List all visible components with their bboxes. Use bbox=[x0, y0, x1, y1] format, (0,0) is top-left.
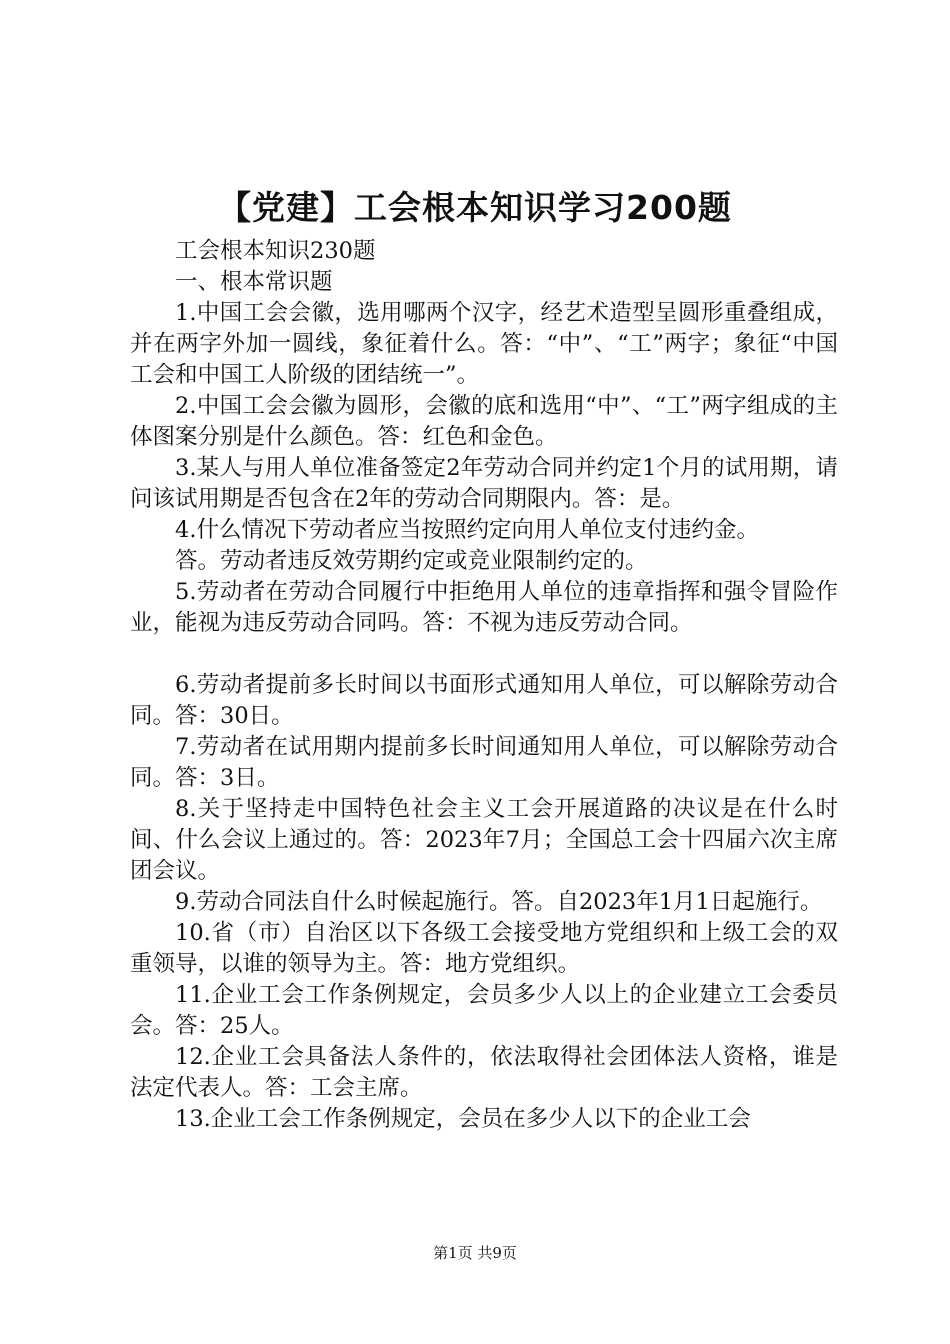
question-paragraph: 10.省（市）自治区以下各级工会接受地方党组织和上级工会的双重领导，以谁的领导为主。答：地方党组织。 bbox=[130, 920, 838, 977]
question-paragraph: 7.劳动者在试用期内提前多长时间通知用人单位，可以解除劳动合同。答：3日。 bbox=[130, 734, 838, 791]
question-paragraph: 8.关于坚持走中国特色社会主义工会开展道路的决议是在什么时间、什么会议上通过的。答：2023年7月；全国总工会十四届六次主席团会议。 bbox=[130, 796, 838, 884]
answer-paragraph: 答。劳动者违反效劳期约定或竞业限制约定的。 bbox=[175, 548, 648, 574]
section-heading: 一、根本常识题 bbox=[175, 269, 333, 295]
question-paragraph: 12.企业工会具备法人条件的，依法取得社会团体法人资格，谁是法定代表人。答：工会主席。 bbox=[130, 1044, 838, 1101]
question-paragraph: 2.中国工会会徽为圆形，会徽的底和选用“中”、“工”两字组成的主体图案分别是什么颜色。答：红色和金色。 bbox=[130, 393, 838, 450]
question-paragraph: 11.企业工会工作条例规定，会员多少人以上的企业建立工会委员会。答：25人。 bbox=[130, 982, 838, 1039]
question-paragraph: 5.劳动者在劳动合同履行中拒绝用人单位的违章指挥和强令冒险作业，能视为违反劳动合同吗。答：不视为违反劳动合同。 bbox=[130, 579, 838, 636]
document-body bbox=[130, 236, 838, 1135]
question-paragraph: 13.企业工会工作条例规定，会员在多少人以下的企业工会 bbox=[175, 1106, 751, 1132]
page-footer: 第1页 共9页 bbox=[433, 1244, 517, 1262]
question-paragraph: 3.某人与用人单位准备签定2年劳动合同并约定1个月的试用期，请问该试用期是否包含在2年的劳动合同期限内。答：是。 bbox=[130, 455, 838, 512]
blank-line bbox=[130, 639, 838, 670]
question-paragraph: 9.劳动合同法自什么时候起施行。答。自2023年1月1日起施行。 bbox=[175, 889, 823, 915]
question-paragraph: 4.什么情况下劳动者应当按照约定向用人单位支付违约金。 bbox=[175, 517, 759, 543]
question-paragraph: 6.劳动者提前多长时间以书面形式通知用人单位，可以解除劳动合同。答：30日。 bbox=[130, 672, 838, 729]
document-title: 【党建】工会根本知识学习200题 bbox=[218, 188, 732, 227]
subtitle: 工会根本知识230题 bbox=[175, 238, 376, 264]
question-paragraph: 1.中国工会会徽，选用哪两个汉字，经艺术造型呈圆形重叠组成，并在两字外加一圆线，象征着什么。答：“中”、“工”两字；象征“中国工会和中国工人阶级的团结统一”。 bbox=[130, 300, 838, 388]
